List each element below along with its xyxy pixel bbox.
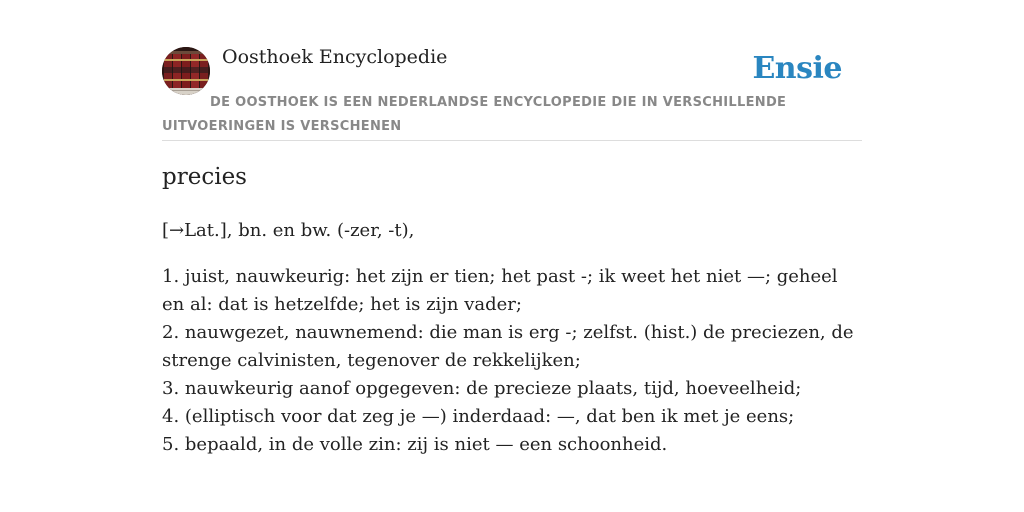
- entry-sense-5: 5. bepaald, in de volle zin: zij is niet — een schoonheid.: [162, 434, 668, 455]
- encyclopedia-books-icon[interactable]: [162, 47, 210, 95]
- source-title[interactable]: Oosthoek Encyclopedie: [222, 46, 448, 68]
- source-description: DE OOSTHOEK IS EEN NEDERLANDSE ENCYCLOPEDIE DIE IN VERSCHILLENDE UITVOERINGEN IS VERSCHENEN: [162, 95, 787, 134]
- entry-sense-4: 4. (elliptisch voor dat zeg je —) inderdaad: —, dat ben ik met je eens;: [162, 406, 795, 427]
- ensie-logo-link[interactable]: Ensie: [752, 51, 842, 86]
- entry-sense-3: 3. nauwkeurig aanof opgegeven: de precieze plaats, tijd, hoeveelheid;: [162, 378, 802, 399]
- source-header: [162, 0, 862, 141]
- entry-grammar: [→Lat.], bn. en bw. (-zer, -t),: [162, 220, 415, 241]
- page: [162, 0, 862, 455]
- entry-senses: [162, 263, 862, 459]
- entry-sense-2: 2. nauwgezet, nauwnemend: die man is erg -; zelfst. (hist.) de preciezen, de strenge calvinisten, tegenover de rekkelijken;: [162, 322, 854, 371]
- entry-sense-1: 1. juist, nauwkeurig: het zijn er tien; het past -; ik weet het niet —; geheel en al: dat is hetzelfde; het is zijn vader;: [162, 266, 838, 315]
- entry-headword: precies: [162, 164, 247, 190]
